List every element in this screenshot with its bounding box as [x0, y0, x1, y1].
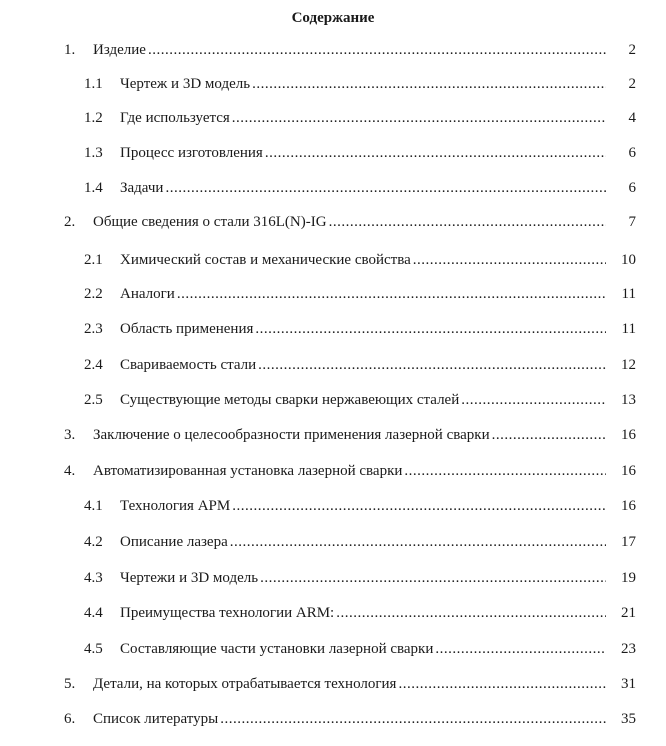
toc-entry[interactable] [0, 674, 666, 694]
toc-entry-label: Описание лазера [120, 534, 228, 550]
toc-entry[interactable] [0, 143, 666, 163]
toc-entry-label: Существующие методы сварки нержавеющих сталей [120, 392, 460, 408]
toc-entry-label: Чертежи и 3D модель [120, 570, 259, 586]
toc-entry-page: 17 [606, 532, 636, 552]
toc-leader-dots [220, 709, 634, 729]
toc-entry[interactable] [0, 568, 666, 588]
toc-entry-label: Список литературы [93, 711, 219, 727]
toc-entry-label: Автоматизированная установка лазерной сварки [93, 463, 403, 479]
toc-entry[interactable] [0, 639, 666, 659]
toc-entry[interactable] [0, 461, 666, 481]
toc-entry-number: 4.3 [84, 570, 103, 586]
toc-entry[interactable] [0, 709, 666, 729]
toc-entry-number: 2. [64, 214, 76, 230]
toc-entry-number: 4.4 [84, 605, 103, 621]
toc-entry-page: 13 [606, 390, 636, 410]
toc-entry-page: 35 [606, 709, 636, 729]
toc-entry-number: 1. [64, 42, 76, 58]
toc-leader-dots [148, 40, 634, 60]
toc-entry-label: Общие сведения о стали 316L(N)-IG [93, 214, 327, 230]
toc-leader-dots [258, 355, 634, 375]
toc-leader-dots [232, 496, 634, 516]
toc-entry-page: 16 [606, 425, 636, 445]
toc-entry-label: Где используется [120, 110, 230, 126]
toc-entry[interactable] [0, 178, 666, 198]
toc-entry-page: 2 [606, 40, 636, 60]
toc-entry-number: 1.4 [84, 180, 103, 196]
toc-entry-page: 21 [606, 603, 636, 623]
toc-entry-page: 7 [606, 212, 636, 232]
toc-entry-page: 11 [606, 319, 636, 339]
toc-leader-dots [252, 74, 634, 94]
toc-entry-number: 2.3 [84, 321, 103, 337]
toc-entry-number: 2.5 [84, 392, 103, 408]
toc-leader-dots [255, 319, 634, 339]
toc-entry-page: 19 [606, 568, 636, 588]
toc-entry-page: 12 [606, 355, 636, 375]
toc-entry-number: 4. [64, 463, 76, 479]
toc-entry[interactable] [0, 425, 666, 445]
toc-entry[interactable] [0, 108, 666, 128]
toc-entry-number: 1.1 [84, 76, 103, 92]
toc-entry-label: Процесс изготовления [120, 145, 263, 161]
toc-entry-label: Задачи [120, 180, 164, 196]
toc-leader-dots [404, 461, 634, 481]
toc-entry-page: 16 [606, 461, 636, 481]
toc-entry-page: 16 [606, 496, 636, 516]
toc-entry-page: 6 [606, 178, 636, 198]
toc-entry-label: Преимущества технологии ARM: [120, 605, 335, 621]
toc-entry-number: 4.2 [84, 534, 103, 550]
toc-entry-number: 3. [64, 427, 76, 443]
toc-entry-label: Свариваемость стали [120, 357, 257, 373]
toc-entry-label: Область применения [120, 321, 254, 337]
toc-entry-number: 6. [64, 711, 76, 727]
toc-entry-label: Технология АРМ [120, 498, 231, 514]
toc-entry-label: Детали, на которых отрабатывается технология [93, 676, 397, 692]
toc-leader-dots [260, 568, 634, 588]
toc-entry[interactable] [0, 390, 666, 410]
toc-entry-label: Составляющие части установки лазерной сварки [120, 641, 434, 657]
toc-entry[interactable] [0, 250, 666, 270]
toc-leader-dots [336, 603, 634, 623]
toc-entry-page: 31 [606, 674, 636, 694]
toc-entry-number: 2.1 [84, 252, 103, 268]
toc-entry-number: 4.5 [84, 641, 103, 657]
toc-leader-dots [435, 639, 634, 659]
toc-leader-dots [398, 674, 634, 694]
toc-entry[interactable] [0, 355, 666, 375]
toc-entry-number: 4.1 [84, 498, 103, 514]
toc-entry-number: 5. [64, 676, 76, 692]
toc-entry-label: Чертеж и 3D модель [120, 76, 251, 92]
toc-entry-label: Аналоги [120, 286, 175, 302]
toc-entry-label: Заключение о целесообразности применения лазерной сварки [93, 427, 490, 443]
toc-entry-page: 4 [606, 108, 636, 128]
toc-entry-number: 2.2 [84, 286, 103, 302]
toc-leader-dots [230, 532, 634, 552]
toc-leader-dots [265, 143, 634, 163]
toc-entry[interactable] [0, 212, 666, 232]
toc-leader-dots [165, 178, 634, 198]
toc-leader-dots [329, 212, 634, 232]
toc-entry-page: 2 [606, 74, 636, 94]
toc-entry[interactable] [0, 284, 666, 304]
toc-entry-number: 1.3 [84, 145, 103, 161]
toc-entry-page: 6 [606, 143, 636, 163]
toc-leader-dots [232, 108, 634, 128]
toc-leader-dots [177, 284, 634, 304]
toc-entry-number: 1.2 [84, 110, 103, 126]
toc-entry[interactable] [0, 74, 666, 94]
toc-entry-number: 2.4 [84, 357, 103, 373]
toc-entry-label: Изделие [93, 42, 146, 58]
toc-entry-page: 23 [606, 639, 636, 659]
toc-entry[interactable] [0, 532, 666, 552]
toc-entry[interactable] [0, 496, 666, 516]
toc-leader-dots [413, 250, 634, 270]
toc-entry[interactable] [0, 319, 666, 339]
toc-entry-page: 11 [606, 284, 636, 304]
toc-entry[interactable] [0, 603, 666, 623]
toc-entry-page: 10 [606, 250, 636, 270]
toc-title: Содержание [291, 10, 375, 26]
toc-entry[interactable] [0, 40, 666, 60]
toc-entry-label: Химический состав и механические свойства [120, 252, 411, 268]
